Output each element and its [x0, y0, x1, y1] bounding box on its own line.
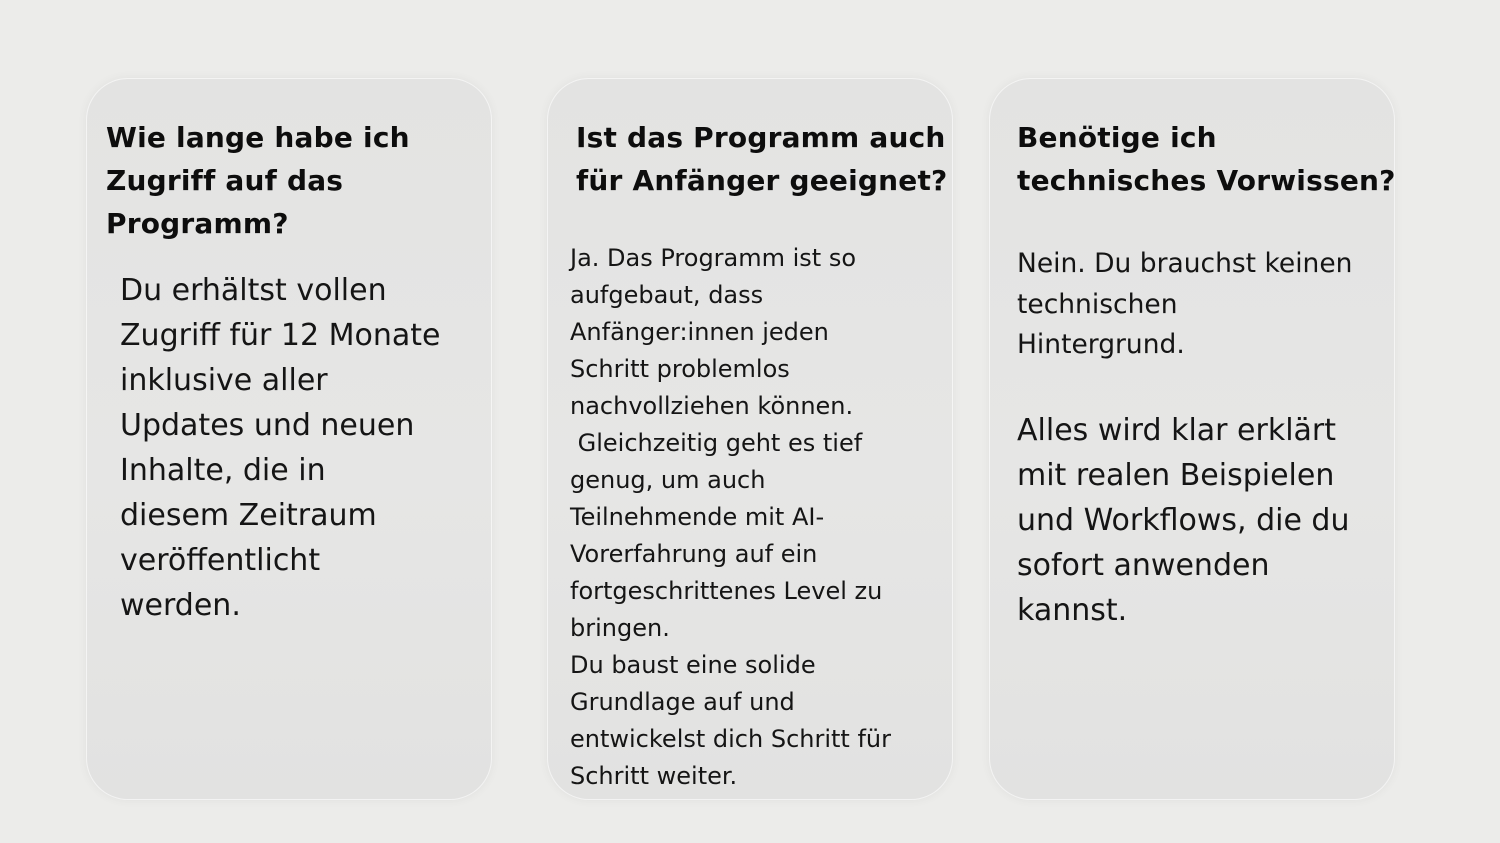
faq-question: Wie lange habe ich Zugriff auf das Programm? — [106, 121, 410, 240]
faq-answer: Ja. Das Programm ist so aufgebaut, dass Anfänger:innen jeden Schritt problemlos nachvollziehen können. Gleichzeitig geht es tief genug, um auch Teilnehmende mit AI- Vorerfahrung auf ein fortgeschrittenes Level zu bringen. Du baust eine solide Grundlage auf und entwickelst dich Schritt für Schritt weiter. — [570, 244, 891, 790]
faq-card-prior-knowledge — [989, 78, 1395, 800]
faq-answer-paragraph: Alles wird klar erklärt mit realen Beispielen und Workflows, die du sofort anwenden kannst. — [1017, 413, 1350, 628]
faq-answer: Du erhältst vollen Zugriff für 12 Monate inklusive aller Updates und neuen Inhalte, die in diesem Zeitraum veröffentlicht werden. — [120, 273, 441, 623]
faq-card-access — [86, 78, 492, 800]
faq-answer-paragraph: Nein. Du brauchst keinen technischen Hintergrund. — [1017, 248, 1353, 360]
faq-question: Benötige ich technisches Vorwissen? — [1017, 121, 1396, 197]
faq-question: Ist das Programm auch für Anfänger geeignet? — [576, 121, 948, 197]
faq-card-beginners — [547, 78, 953, 800]
